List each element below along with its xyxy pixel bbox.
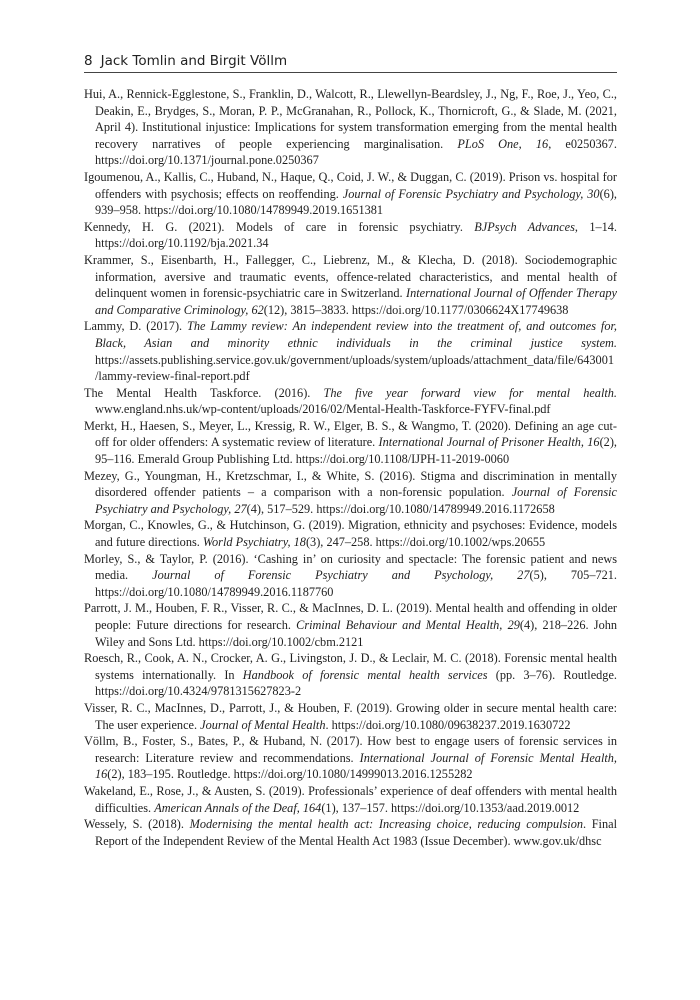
reference-source-title: Journal of Forensic Psychiatry and Psychology, 30	[342, 186, 600, 201]
reference-source-title: International Journal of Prisoner Health, 16	[378, 435, 600, 450]
reference-source-title: The five year forward view for mental health.	[323, 385, 618, 400]
reference-entry	[84, 418, 617, 468]
reference-text: Parrott, J. M., Houben, F. R., Visser, R. C., & MacInnes, D. L. (2019). Mental health and offending in older people: Future directions for research.	[84, 601, 617, 632]
reference-details: (pp. 3–76). Routledge. https://doi.org/10.4324/9781315627823-2	[95, 667, 617, 699]
reference-source-title: Modernising the mental health act: Increasing choice, reducing compulsion	[189, 817, 584, 832]
reference-entry	[84, 385, 617, 418]
reference-source-title: Journal of Mental Health	[200, 717, 326, 732]
reference-source-title: The Lammy review: An independent review into the treatment of, and outcomes for, Black, Asian and minority ethnic individuals in the criminal justice system.	[95, 319, 617, 350]
reference-source-title: BJPsych Advances	[474, 219, 575, 234]
reference-entry	[84, 318, 617, 384]
reference-text: The Mental Health Taskforce. (2016).	[84, 385, 324, 400]
reference-source-title: Journal of Forensic Psychiatry and Psychology, 27	[152, 568, 530, 583]
reference-details: (4), 517–529. https://doi.org/10.1080/14789949.2016.1172658	[246, 501, 555, 516]
reference-text: Merkt, H., Haesen, S., Meyer, L., Kressig, R. W., Elger, B. S., & Wangmo, T. (2020). Defining an age cut-off for older offenders: A systematic review of literature.	[84, 418, 617, 450]
reference-details: www.england.nhs.uk/wp-content/uploads/2016/02/Mental-Health-Taskforce-FYFV-final.pdf	[95, 402, 551, 417]
reference-text: Mezey, G., Youngman, H., Kretzschmar, I., & White, S. (2016). Stigma and discrimination in mentally disordered offender patients – a comparison with a non-forensic population.	[84, 468, 617, 500]
reference-details: . https://doi.org/10.1080/09638237.2019.1630722	[325, 717, 571, 732]
page	[84, 52, 617, 849]
reference-source-title: International Journal of Forensic Mental Health, 16	[95, 750, 618, 782]
reference-source-title: International Journal of Offender Therapy and Comparative Criminology, 62	[95, 286, 617, 317]
reference-entry	[84, 468, 617, 518]
reference-details: (4), 218–226. John Wiley and Sons Ltd. https://doi.org/10.1002/cbm.2121	[95, 618, 618, 649]
reference-source-title: World Psychiatry, 18	[202, 535, 306, 550]
reference-details: (3), 247–258. https://doi.org/10.1002/wps.20655	[305, 535, 546, 550]
reference-source-title: Journal of Forensic Psychiatry and Psychology, 27	[95, 485, 617, 516]
reference-entry	[84, 252, 617, 318]
reference-entry	[84, 783, 617, 816]
reference-entry	[84, 816, 617, 849]
reference-text: Völlm, B., Foster, S., Bates, P., & Huband, N. (2017). How best to engage users of forensic services in research: Literature review and recommendations.	[84, 734, 617, 765]
reference-list	[84, 86, 617, 849]
reference-text: Kennedy, H. G. (2021). Models of care in forensic psychiatry.	[84, 219, 475, 234]
reference-text: Wakeland, E., Rose, J., & Austen, S. (2019). Professionals’ experience of deaf offenders with mental health difficulties.	[84, 783, 617, 815]
reference-details: https://assets.publishing.service.gov.uk/government/uploads/system/uploads/attachment_data/file/643001/lammy-review-final-report.pdf	[95, 352, 615, 384]
reference-details: (12), 3815–3833. https://doi.org/10.1177/0306624X17749638	[263, 302, 569, 317]
reference-source-title: Handbook of forensic mental health services	[242, 667, 488, 682]
reference-entry	[84, 551, 617, 601]
reference-source-title: American Annals of the Deaf, 164	[154, 800, 322, 815]
running-head-authors: Jack Tomlin and Birgit Völlm	[100, 53, 288, 69]
reference-text: Wessely, S. (2018).	[84, 817, 190, 832]
reference-entry	[84, 700, 617, 733]
reference-entry	[84, 86, 617, 169]
reference-entry	[84, 169, 617, 219]
reference-source-title: Criminal Behaviour and Mental Health, 29	[296, 618, 520, 632]
reference-details: (5), 705–721. https://doi.org/10.1080/14789949.2016.1187760	[95, 568, 617, 599]
reference-details: , 1–14. https://doi.org/10.1192/bja.2021.34	[95, 219, 617, 251]
reference-details: (6), 939–958. https://doi.org/10.1080/14789949.2019.1651381	[95, 186, 617, 218]
reference-entry	[84, 517, 617, 550]
reference-source-title: PLoS One, 16	[457, 136, 549, 151]
reference-details: (1), 137–157. https://doi.org/10.1353/aad.2019.0012	[321, 800, 580, 815]
reference-text: Roesch, R., Cook, A. N., Crocker, A. G., Livingston, J. D., & Leclair, M. C. (2018). Forensic mental health systems internationally. In	[84, 651, 617, 682]
reference-text: Igoumenou, A., Kallis, C., Huband, N., Haque, Q., Coid, J. W., & Duggan, C. (2019). Prison vs. hospital for offenders with psychosis; effects on reoffending.	[84, 169, 617, 201]
page-number: 8	[84, 53, 93, 69]
reference-entry	[84, 219, 617, 252]
reference-entry	[84, 600, 617, 650]
reference-text: Morgan, C., Knowles, G., & Hutchinson, G. (2019). Migration, ethnicity and psychoses: Evidence, models and future directions.	[84, 518, 617, 550]
reference-text: Lammy, D. (2017).	[84, 319, 187, 334]
reference-details: (2), 183–195. Routledge. https://doi.org/10.1080/14999013.2016.1255282	[107, 767, 473, 782]
reference-details: (2), 95–116. Emerald Group Publishing Ltd. https://doi.org/10.1108/IJPH-11-2019-0060	[95, 435, 617, 467]
reference-text: Visser, R. C., MacInnes, D., Parrott, J., & Houben, F. (2019). Growing older in secure mental health care: The user experience.	[84, 700, 617, 732]
reference-details: , e0250367. https://doi.org/10.1371/journal.pone.0250367	[95, 136, 617, 168]
reference-text: Krammer, S., Eisenbarth, H., Fallegger, C., Liebrenz, M., & Klecha, D. (2018). Sociodemographic information, aversive and traumatic events, offence-related characteristics, and mental health of delinquent women in forensic-psychiatric care in Switzerland.	[84, 252, 617, 301]
reference-entry	[84, 733, 617, 783]
reference-text: Morley, S., & Taylor, P. (2016). ‘Cashing in’ on curiosity and spectacle: The forensic patient and news media.	[84, 551, 617, 583]
reference-entry	[84, 650, 617, 700]
reference-text: Hui, A., Rennick-Egglestone, S., Franklin, D., Walcott, R., Llewellyn-Beardsley, J., Ng, F., Roe, J., Yeo, C., Deakin, E., Brydges, S., Moran, P. P., McGranahan, R., Pollock, K., Thornicroft, G., & Slade, M. (2021, April 4). Institutional injustice: Implications for system transformation emerging from the mental health recovery narratives of people experiencing marginalisation.	[84, 87, 617, 151]
reference-details: . Final Report of the Independent Review of the Mental Health Act 1983 (Issue December). www.gov.uk/dhsc	[95, 817, 617, 848]
running-head	[84, 52, 617, 73]
